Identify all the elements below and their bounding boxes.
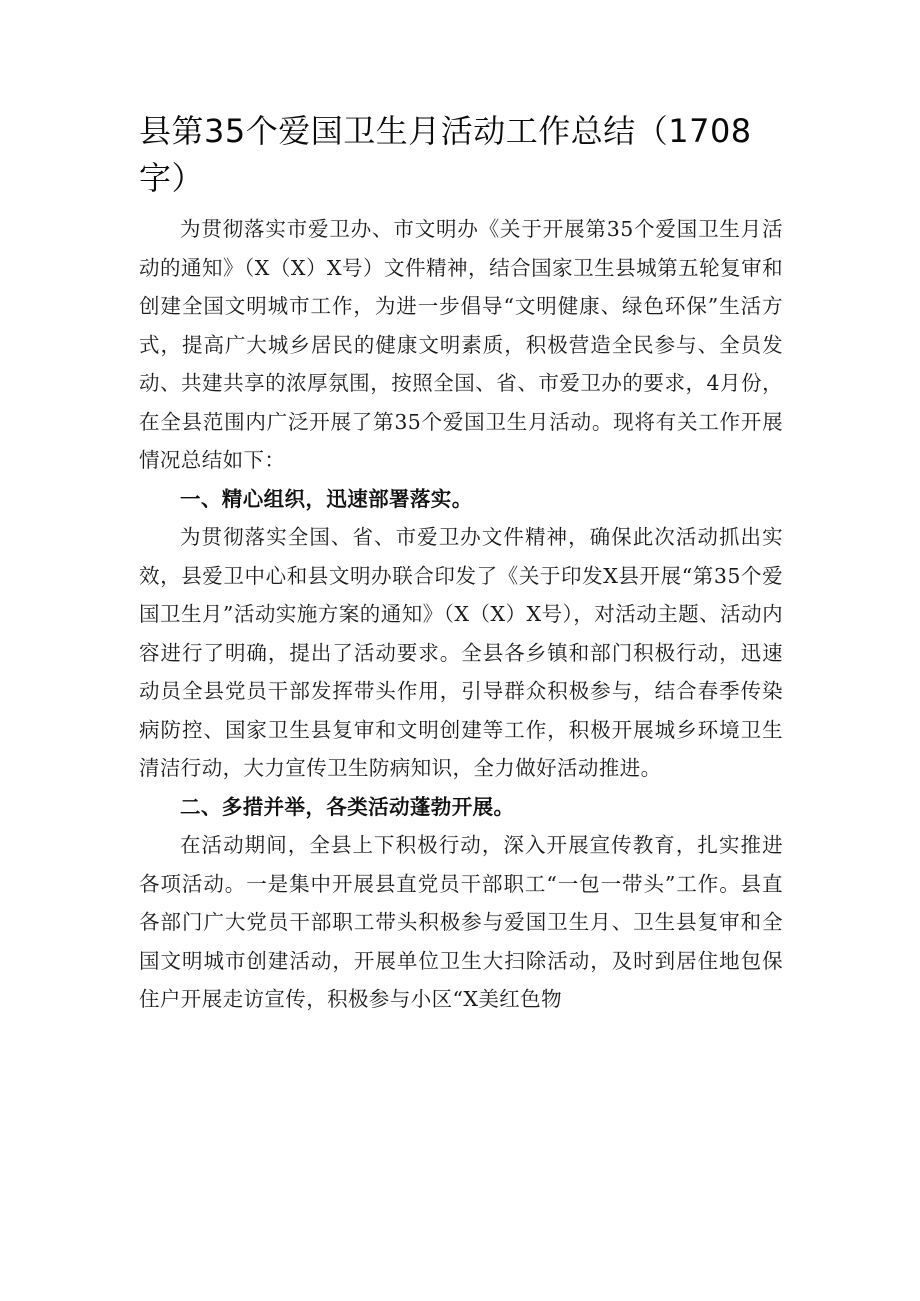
section-1-paragraph: 为贯彻落实全国、省、市爱卫办文件精神，确保此次活动抓出实效，县爱卫中心和县文明办联合印发了《关于印发X县开展“第35个爱国卫生月”活动实施方案的通知》（X（X）X号），对活动主题、活动内容进行了明确，提出了活动要求。全县各乡镇和部门积极行动，迅速动员全县党员干部发挥带头作用，引导群众积极参与，结合春季传染病防控、国家卫生县复审和文明创建等工作，积极开展城乡环境卫生清洁行动，大力宣传卫生防病知识，全力做好活动推进。 (139, 525, 783, 780)
intro-paragraph: 为贯彻落实市爱卫办、市文明办《关于开展第35个爱国卫生月活动的通知》（X（X）X号）文件精神，结合国家卫生县城第五轮复审和创建全国文明城市工作，为进一步倡导“文明健康、绿色环保”生活方式，提高广大城乡居民的健康文明素质，积极营造全民参与、全员发动、共建共享的浓厚氛围，按照全国、省、市爱卫办的要求，4月份，在全县范围内广泛开展了第35个爱国卫生月活动。现将有关工作开展情况总结如下： (139, 217, 783, 472)
document-title: 县第35个爱国卫生月活动工作总结（1708字） (139, 112, 752, 197)
document-body (139, 108, 783, 1019)
section-heading-1: 一、精心组织，迅速部署落实。 (180, 486, 473, 511)
section-2-paragraph: 在活动期间，全县上下积极行动，深入开展宣传教育，扎实推进各项活动。一是集中开展县直党员干部职工“一包一带头”工作。县直各部门广大党员干部职工带头积极参与爱国卫生月、卫生县复审和全国文明城市创建活动，开展单位卫生大扫除活动，及时到居住地包保住户开展走访宣传，积极参与小区“X美红色物 (139, 833, 783, 1011)
section-heading-2: 二、多措并举，各类活动蓬勃开展。 (180, 794, 515, 819)
